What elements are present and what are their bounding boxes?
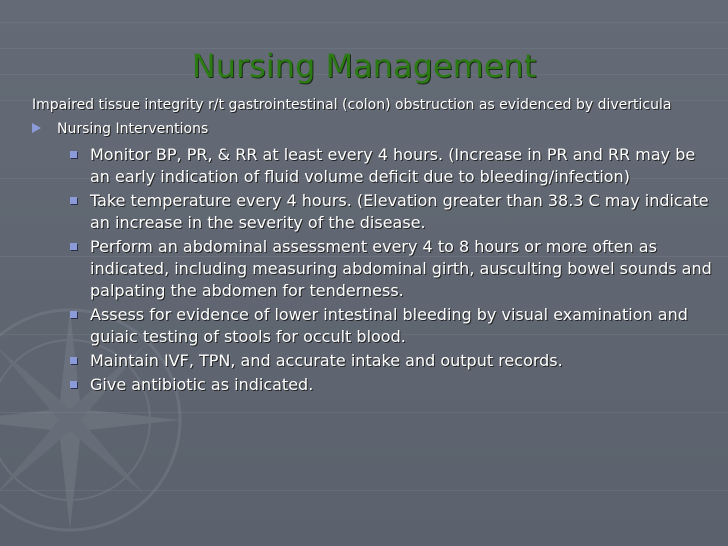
list-item-text: Maintain IVF, TPN, and accurate intake and output records.	[90, 351, 563, 370]
list-item-text: Give antibiotic as indicated.	[90, 375, 314, 394]
square-bullet-icon	[70, 381, 77, 388]
list-item-text: Take temperature every 4 hours. (Elevation greater than 38.3 C may indicate an increase in the severity of the disease.	[90, 191, 709, 232]
square-bullet-icon	[70, 151, 77, 158]
list-item	[70, 350, 720, 372]
list-item-text: Monitor BP, PR, & RR at least every 4 hours. (Increase in PR and RR may be an early indication of fluid volume deficit due to bleeding/infection)	[90, 145, 696, 186]
interventions-heading	[32, 119, 208, 139]
triangle-bullet-icon	[32, 123, 41, 133]
square-bullet-icon	[70, 243, 77, 250]
square-bullet-icon	[70, 357, 77, 364]
slide-title: Nursing Management	[191, 47, 537, 85]
interventions-heading-label: Nursing Interventions	[57, 121, 209, 137]
background-line	[0, 22, 728, 23]
diagnosis-statement: Impaired tissue integrity r/t gastrointestinal (colon) obstruction as evidenced by diverticula	[32, 97, 672, 113]
list-item-text: Perform an abdominal assessment every 4 to 8 hours or more often as indicated, including measuring abdominal girth, ausculting bowel sounds and palpating the abdomen for tenderness.	[90, 237, 712, 300]
list-item	[70, 304, 720, 348]
square-bullet-icon	[70, 311, 77, 318]
list-item	[70, 144, 720, 188]
list-item-text: Assess for evidence of lower intestinal bleeding by visual examination and guiaic testing of stools for occult blood.	[90, 305, 688, 346]
list-item	[70, 190, 720, 234]
list-item	[70, 374, 720, 396]
list-item	[70, 236, 720, 302]
interventions-list	[70, 144, 720, 398]
square-bullet-icon	[70, 197, 77, 204]
